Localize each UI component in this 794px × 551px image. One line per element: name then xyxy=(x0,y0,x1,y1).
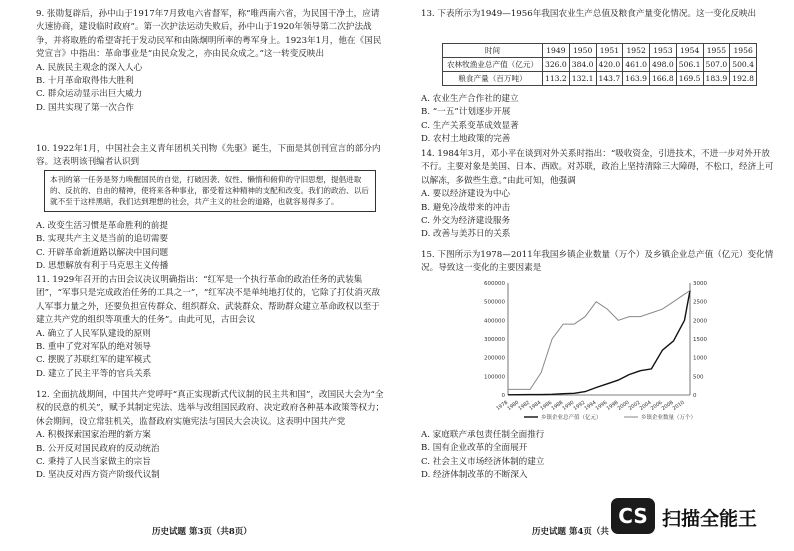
x-tick-label: 1994 xyxy=(583,399,598,412)
question-stem: 10. 1922年1月，中国社会主义青年团机关刊物《先驱》诞生，下面是其创刊宣言的部分内容。这表明该刊编者认识到 xyxy=(36,144,381,168)
question-12 xyxy=(36,389,386,483)
table-header: 1956 xyxy=(730,44,757,58)
option-c: C. 群众运动显示出巨大威力 xyxy=(36,89,143,100)
option-d: D. 坚决反对西方资产阶级代议制 xyxy=(36,470,160,481)
option-b: B. 十月革命取得伟大胜利 xyxy=(36,76,134,87)
right-tick-label: 2000 xyxy=(693,318,707,325)
question-stem: 9. 张勋复辟后，孙中山于1917年7月致电六省督军，称“唯西南六省，为民国干净土，应请火速协商，建设临时政府”。第一次护法运动失败后，孙中山于1920年领导第二次护法战争，并将取胜的希望寄托于发动民军和由陈炯明所率的粤军身上。1923年1月，他在《国民党宣言》中指出：革命事业是“由民众发之，亦由民众成之。”这一转变反映出 xyxy=(36,9,382,60)
table-cell: 163.9 xyxy=(623,72,650,86)
question-stem: 13. 下表所示为1949—1956年我国农业生产总值及粮食产量变化情况。这一变化反映出 xyxy=(421,9,757,19)
x-tick-label: 1988 xyxy=(550,399,565,412)
question-15-options xyxy=(421,429,776,483)
table-cell: 500.4 xyxy=(730,58,757,72)
option-c: C. 社会主义市场经济体制的建立 xyxy=(421,456,545,467)
right-page xyxy=(397,0,794,551)
option-b: B. 国有企业改革的全面展开 xyxy=(421,443,528,454)
option-d: D. 改善与美苏日的关系 xyxy=(421,229,511,240)
option-d: D. 农村土地政策的完善 xyxy=(421,134,511,145)
table-header: 1951 xyxy=(596,44,623,58)
option-a: A. 积极探索国家治理的新方案 xyxy=(36,430,151,441)
option-b: B. 重申了党对军队的绝对领导 xyxy=(36,342,151,353)
table-header: 1952 xyxy=(623,44,650,58)
page-footer: 历史试题 第4页（共 xyxy=(532,527,609,537)
table-header: 1949 xyxy=(543,44,570,58)
option-c: C. 开辟革命新道路以解决中国问题 xyxy=(36,247,169,258)
question-11 xyxy=(36,274,386,381)
right-tick-label: 500 xyxy=(693,374,704,381)
table-cell: 粮食产量（百万吨） xyxy=(443,72,543,86)
table-cell: 384.0 xyxy=(569,58,596,72)
question-stem: 12. 全面抗战期间，中国共产党呼吁“真正实现新式代议制的民主共和国”，改国民大会为“全权的民意的机关”，赋予其制定宪法、选举与改组国民政府、决定政府各种基本政策等权力；休会期间，设立常驻机关，监督政府实施宪法与国民大会决议。这表明中国共产党 xyxy=(36,390,385,427)
option-a: A. 确立了人民军队建设的原则 xyxy=(36,328,151,339)
table-header: 1953 xyxy=(650,44,677,58)
option-a: A. 改变生活习惯是革命胜利的前提 xyxy=(36,221,168,231)
option-d: D. 思想解放有利于马克思主义传播 xyxy=(36,261,169,272)
x-tick-label: 1998 xyxy=(605,399,620,412)
option-a: A. 农业生产合作社的建立 xyxy=(421,94,519,104)
right-tick-label: 2500 xyxy=(693,299,707,306)
table-cell: 143.7 xyxy=(596,72,623,86)
left-tick-label: 600000 xyxy=(484,281,505,287)
option-b: B. “一五”计划逐步开展 xyxy=(421,107,511,118)
question-stem: 14. 1984年3月，邓小平在谈到对外关系时指出：“吸收资金，引进技术，不进一步对外开放不行。主要对象是美国、日本、西欧。对苏联，政治上坚持清除三大障碍，不松口，经济上可以解冻，多做些生意。”由此可知，他强调 xyxy=(421,149,774,186)
table-header: 1950 xyxy=(569,44,596,58)
option-b: B. 实现共产主义是当前的追切需要 xyxy=(36,234,169,245)
option-c: C. 秉持了人民当家做主的宗旨 xyxy=(36,457,151,468)
table-cell: 166.8 xyxy=(650,72,677,86)
x-tick-label: 2008 xyxy=(660,399,675,412)
table-header: 1955 xyxy=(703,44,730,58)
question-stem: 15. 下图所示为1978—2011年我国乡镇企业数量（万个）及乡镇企业总产值（亿元）变化情况。导致这一变化的主要因素是 xyxy=(421,250,774,274)
right-tick-label: 1000 xyxy=(693,355,707,362)
table-cell: 农林牧渔业总产值（亿元） xyxy=(443,58,543,72)
option-d: D. 国共实现了第一次合作 xyxy=(36,102,134,113)
table-cell: 420.0 xyxy=(596,58,623,72)
legend-label: 乡镇企业总产值（亿元） xyxy=(541,415,602,421)
left-tick-label: 200000 xyxy=(484,355,505,362)
x-tick-label: 1984 xyxy=(528,399,543,412)
table-cell: 498.0 xyxy=(650,58,677,72)
left-tick-label: 0 xyxy=(501,393,505,399)
question-stem: 11. 1929年召开的古田会议决议明确指出：“红军是一个执行革命的政治任务的武装集团”，“军事只是完成政治任务的工具之一”，“红军决不是单纯地打仗的，它除了打仗消灭敌人军事力量之外，还要负担宣传群众、组织群众、武装群众、帮助群众建立革命政权以至于建立共产党的组织等项重大的任务”。由此可见，古田会议 xyxy=(36,275,381,326)
left-tick-label: 300000 xyxy=(484,337,505,343)
question-10-options xyxy=(36,220,386,274)
table-header-row xyxy=(443,44,757,58)
x-tick-label: 2006 xyxy=(649,399,664,412)
right-tick-label: 1500 xyxy=(693,337,707,343)
x-tick-label: 1986 xyxy=(539,399,554,412)
option-d: D. 经济体制改革的不断深入 xyxy=(421,470,528,481)
x-tick-label: 2002 xyxy=(627,399,642,412)
table-cell: 507.0 xyxy=(703,58,730,72)
table-cell: 183.9 xyxy=(703,72,730,86)
option-b: B. 避免冷战带来的冲击 xyxy=(421,202,511,213)
data-table xyxy=(442,43,757,86)
x-tick-label: 2004 xyxy=(638,399,653,412)
camscanner-brand-text: 扫描全能王 xyxy=(662,508,758,530)
x-tick-label: 2000 xyxy=(616,399,631,412)
line-chart xyxy=(464,279,734,427)
page-footer: 历史试题 第3页（共8页） xyxy=(152,527,252,537)
option-a: A. 民族民主观念的深入人心 xyxy=(36,62,143,73)
left-tick-label: 400000 xyxy=(484,318,505,325)
x-tick-label: 1978 xyxy=(495,399,510,412)
right-tick-label: 3000 xyxy=(693,281,707,287)
table-cell: 169.5 xyxy=(676,72,703,86)
x-tick-label: 1996 xyxy=(594,399,609,412)
question-9 xyxy=(36,8,386,115)
table-cell: 461.0 xyxy=(623,58,650,72)
x-tick-label: 1992 xyxy=(572,399,587,412)
question-15 xyxy=(421,249,776,276)
table-cell: 326.0 xyxy=(543,58,570,72)
question-10 xyxy=(36,143,386,170)
left-tick-label: 500000 xyxy=(484,299,505,306)
option-c: C. 外交为经济建设服务 xyxy=(421,216,511,227)
x-tick-label: 2010 xyxy=(671,399,686,412)
quote-box: 本刊的第一任务是努力唤醒国民的自觉，打破因袭、奴性、懒惰和俯仰的守旧思想，提倡进取的、反抗的、自由的精神，使将来各种事业，都受着这种精神的支配和改变。我们的政治、以后就不至于这样黑暗，我们达到理想的社会，共产主义的社会的道路，也就容易得多了。 xyxy=(44,170,376,212)
x-tick-label: 1990 xyxy=(561,399,576,412)
table-header: 时间 xyxy=(443,44,543,58)
x-tick-label: 1982 xyxy=(517,399,532,412)
x-tick-label: 1980 xyxy=(506,399,521,412)
table-cell: 192.8 xyxy=(730,72,757,86)
option-a: A. 家庭联产承包责任制全面推行 xyxy=(421,430,545,440)
option-c: C. 摆脱了苏联红军的建军模式 xyxy=(36,355,151,366)
table-cell: 132.1 xyxy=(569,72,596,86)
table-row xyxy=(443,58,757,72)
option-c: C. 生产关系变革成效显著 xyxy=(421,120,519,131)
right-tick-label: 0 xyxy=(693,393,697,399)
legend-label: 乡镇企业数量（万个） xyxy=(641,415,697,421)
option-b: B. 公开反对国民政府的反动统治 xyxy=(36,443,160,454)
option-d: D. 建立了民主平等的官兵关系 xyxy=(36,368,152,379)
table-header: 1954 xyxy=(676,44,703,58)
camscanner-logo: CS xyxy=(611,498,655,534)
option-a: A. 要以经济建设为中心 xyxy=(421,189,511,200)
series-line-output-value xyxy=(508,291,690,395)
table-row xyxy=(443,72,757,86)
table-cell: 506.1 xyxy=(676,58,703,72)
table-cell: 113.2 xyxy=(543,72,570,86)
question-14 xyxy=(421,148,776,242)
series-line-enterprise-count xyxy=(508,291,690,390)
question-13-options xyxy=(421,93,776,147)
left-tick-label: 100000 xyxy=(484,374,505,381)
question-13 xyxy=(421,8,776,21)
